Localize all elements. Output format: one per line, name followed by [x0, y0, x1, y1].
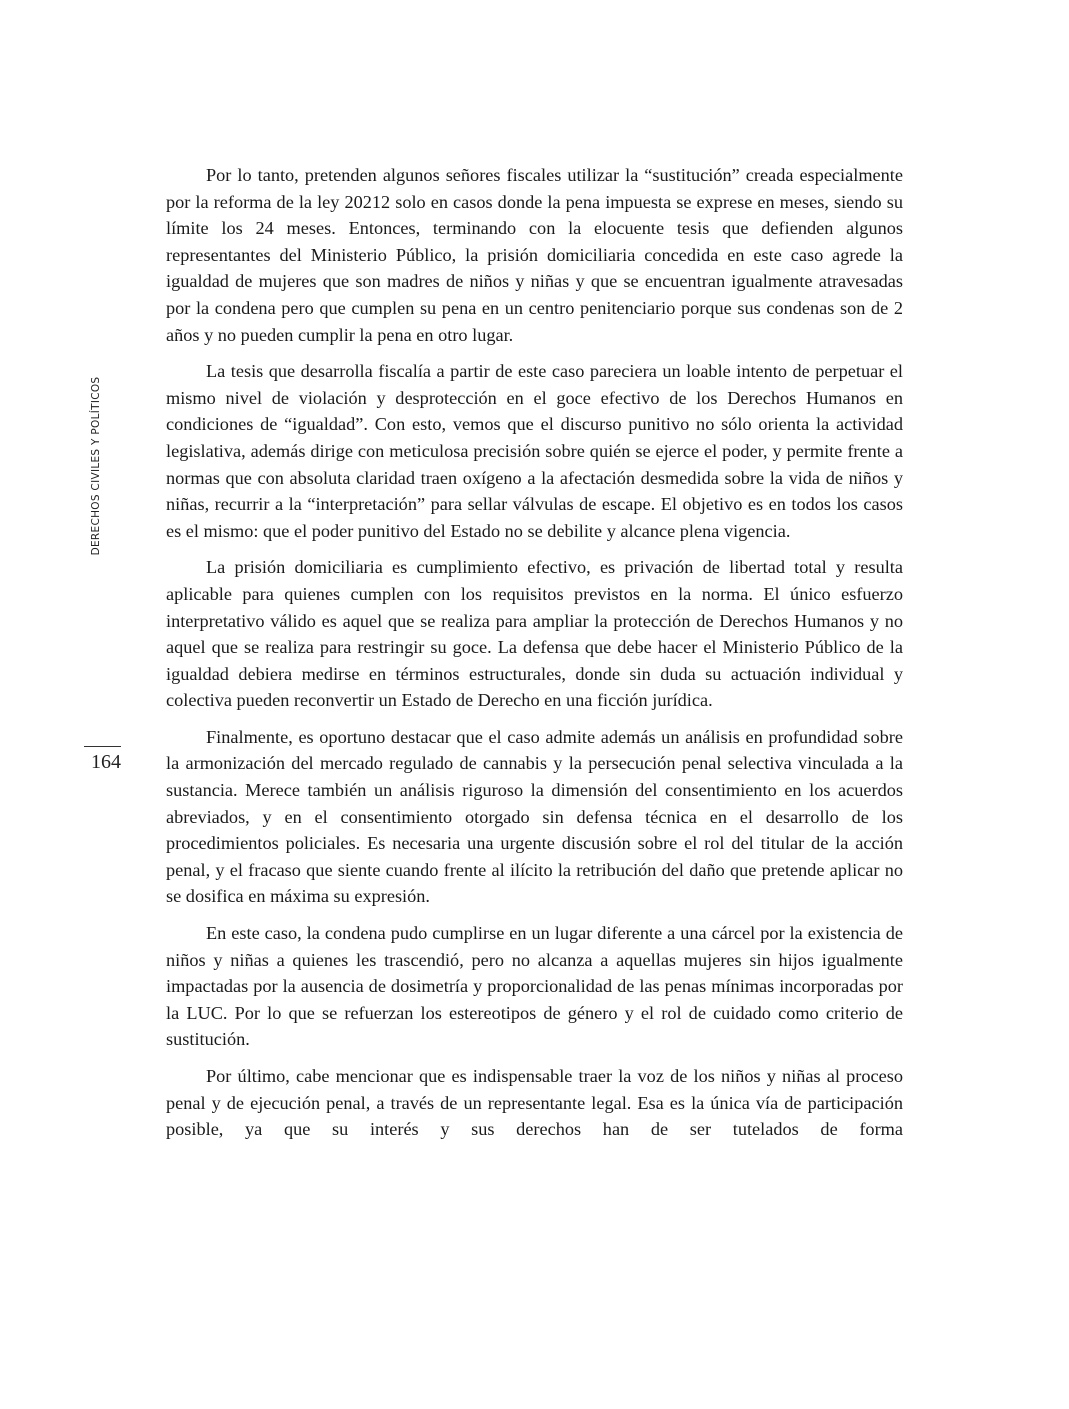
paragraph-2: La tesis que desarrolla fiscalía a partir de este caso pareciera un loable intento de perpetuar el mismo nivel de violación y desprotección en el goce efectivo de los Derechos Humanos en condiciones de “igualdad”. Con esto, vemos que el discurso punitivo no sólo orienta la actividad legislativa, además dirige con meticulosa precisión sobre quién se ejerce el poder, y permite frente a normas que con absoluta claridad traen oxígeno a la afectación desmedida sobre la vida de niños y niñas, recurrir a la “interpretación” para sellar válvulas de escape. El objetivo es en todos los casos es el mismo: que el poder punitivo del Estado no se debilite y alcance plena vigencia. [166, 361, 903, 541]
paragraph-6: Por último, cabe mencionar que es indispensable traer la voz de los niños y niñas al proceso penal y de ejecución penal, a través de un representante legal. Esa es la única vía de participación posible, ya que su interés y sus derechos han de ser tutelados de forma [166, 1066, 903, 1140]
page-number-rule [84, 746, 121, 747]
running-header: DERECHOS CIVILES Y POLÍTICOS [90, 376, 102, 556]
paragraph-4: Finalmente, es oportuno destacar que el caso admite además un análisis en profundidad sobre la armonización del mercado regulado de cannabis y la persecución penal selectiva vinculada a la sustancia. Merece también un análisis riguroso la dimensión del consentimiento en los acuerdos abreviados, y en el consentimiento otorgado sin defensa técnica en el desarrollo de los procedimientos policiales. Es necesaria una urgente discusión sobre el rol del titular de la acción penal, y el fracaso que siente cuando frente al ilícito la retribución del daño que pretende aplicar no se dosifica en máxima su expresión. [166, 726, 903, 907]
paragraph-1: Por lo tanto, pretenden algunos señores fiscales utilizar la “sustitución” creada especialmente por la reforma de la ley 20212 solo en casos donde la pena impuesta se exprese en meses, siendo su límite los 24 meses. Entonces, terminando con la elocuente tesis que defienden algunos representantes del Ministerio Público, la prisión domiciliaria concedida en este caso agrede la igualdad de mujeres que son madres de niños y niñas y que se encuentran igualmente atravesadas por la condena pero que cumplen su pena en un centro penitenciario porque sus condenas son de 2 años y no pueden cumplir la pena en otro lugar. [166, 165, 903, 345]
paragraph-3: La prisión domiciliaria es cumplimiento efectivo, es privación de libertad total y resulta aplicable para quienes cumplen con los requisitos previstos en la norma. El único esfuerzo interpretativo válido es aquel que se realiza para ampliar la protección de Derechos Humanos y no aquel que se realiza para restringir su goce. La defensa que debe hacer el Ministerio Público de la igualdad debiera medirse en términos estructurales, donde sin duda su actuación individual y colectiva pueden reconvertir un Estado de Derecho en una ficción jurídica. [166, 557, 903, 711]
page-number: 164 [91, 751, 121, 773]
body-text [166, 162, 903, 1153]
paragraph-5: En este caso, la condena pudo cumplirse en un lugar diferente a una cárcel por la existencia de niños y niñas a quienes les trascendió, pero no alcanza a aquellas mujeres sin hijos igualmente impactadas por la ausencia de dosimetría y proporcionalidad de las penas mínimas incorporadas por la LUC. Por lo que se refuerzan los estereotipos de género y el rol de cuidado como criterio de sustitución. [166, 923, 903, 1050]
